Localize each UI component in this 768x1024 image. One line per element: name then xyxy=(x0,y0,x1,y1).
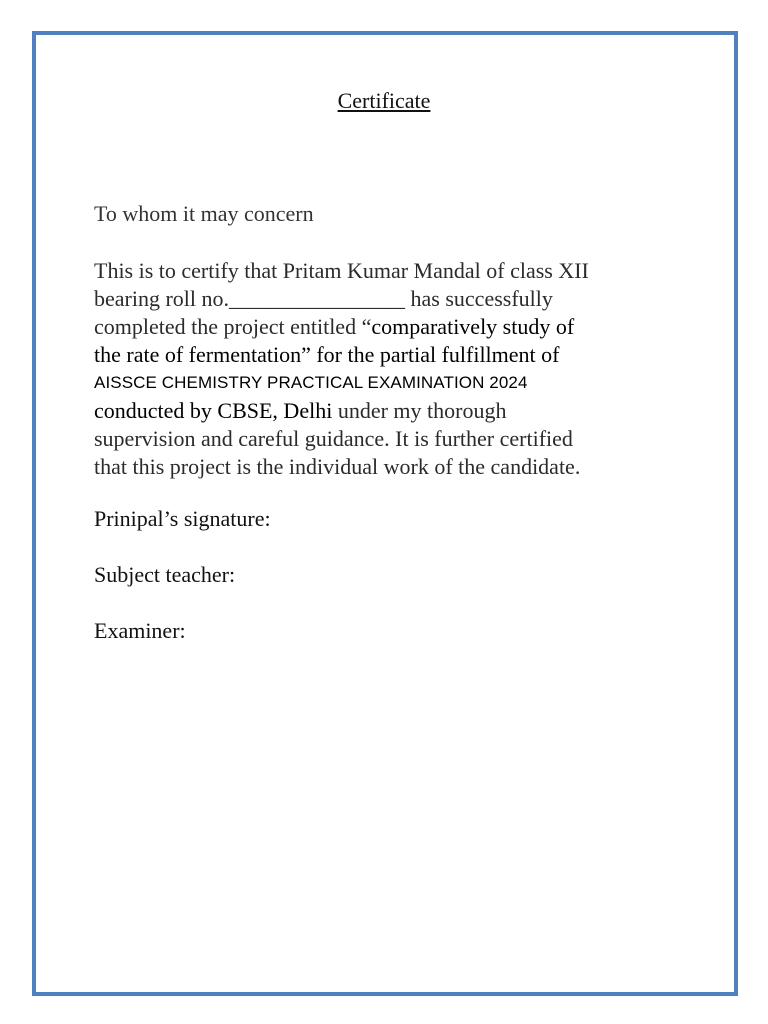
roll-number-blank: ________________ xyxy=(229,286,406,311)
salutation: To whom it may concern xyxy=(94,201,314,226)
body-line-1: This is to certify that Pritam Kumar Mandal of class XII xyxy=(94,258,589,283)
roll-label: bearing roll no. xyxy=(94,286,230,311)
body-line-4-rest: ” for the partial fulfillment of xyxy=(301,342,560,367)
certificate-title: Certificate xyxy=(337,88,431,113)
project-title-part-2: the rate of fermentation xyxy=(94,342,302,367)
body-line-2-rest: has successfully xyxy=(405,286,553,311)
body-line-6-rest: under my thorough xyxy=(332,398,507,423)
body-line-8: that this project is the individual work of the candidate. xyxy=(94,454,581,479)
body-line-3-start: completed the project entitled “ xyxy=(94,314,372,339)
certificate-body xyxy=(94,257,694,481)
body-line-6 xyxy=(94,397,694,425)
principal-signature-label: Prinipal’s signature: xyxy=(94,506,271,531)
body-line-2 xyxy=(94,285,694,313)
body-line-4 xyxy=(94,341,694,369)
exam-name: AISSCE CHEMISTRY PRACTICAL EXAMINATION 2024 xyxy=(94,373,528,392)
body-line-3 xyxy=(94,313,694,341)
subject-teacher-label: Subject teacher: xyxy=(94,562,236,587)
examiner-label: Examiner: xyxy=(94,618,186,643)
project-title-part-1: comparatively study of xyxy=(371,314,575,339)
body-line-7: supervision and careful guidance. It is further certified xyxy=(94,426,573,451)
conducting-body: conducted by CBSE, Delhi xyxy=(94,398,333,423)
